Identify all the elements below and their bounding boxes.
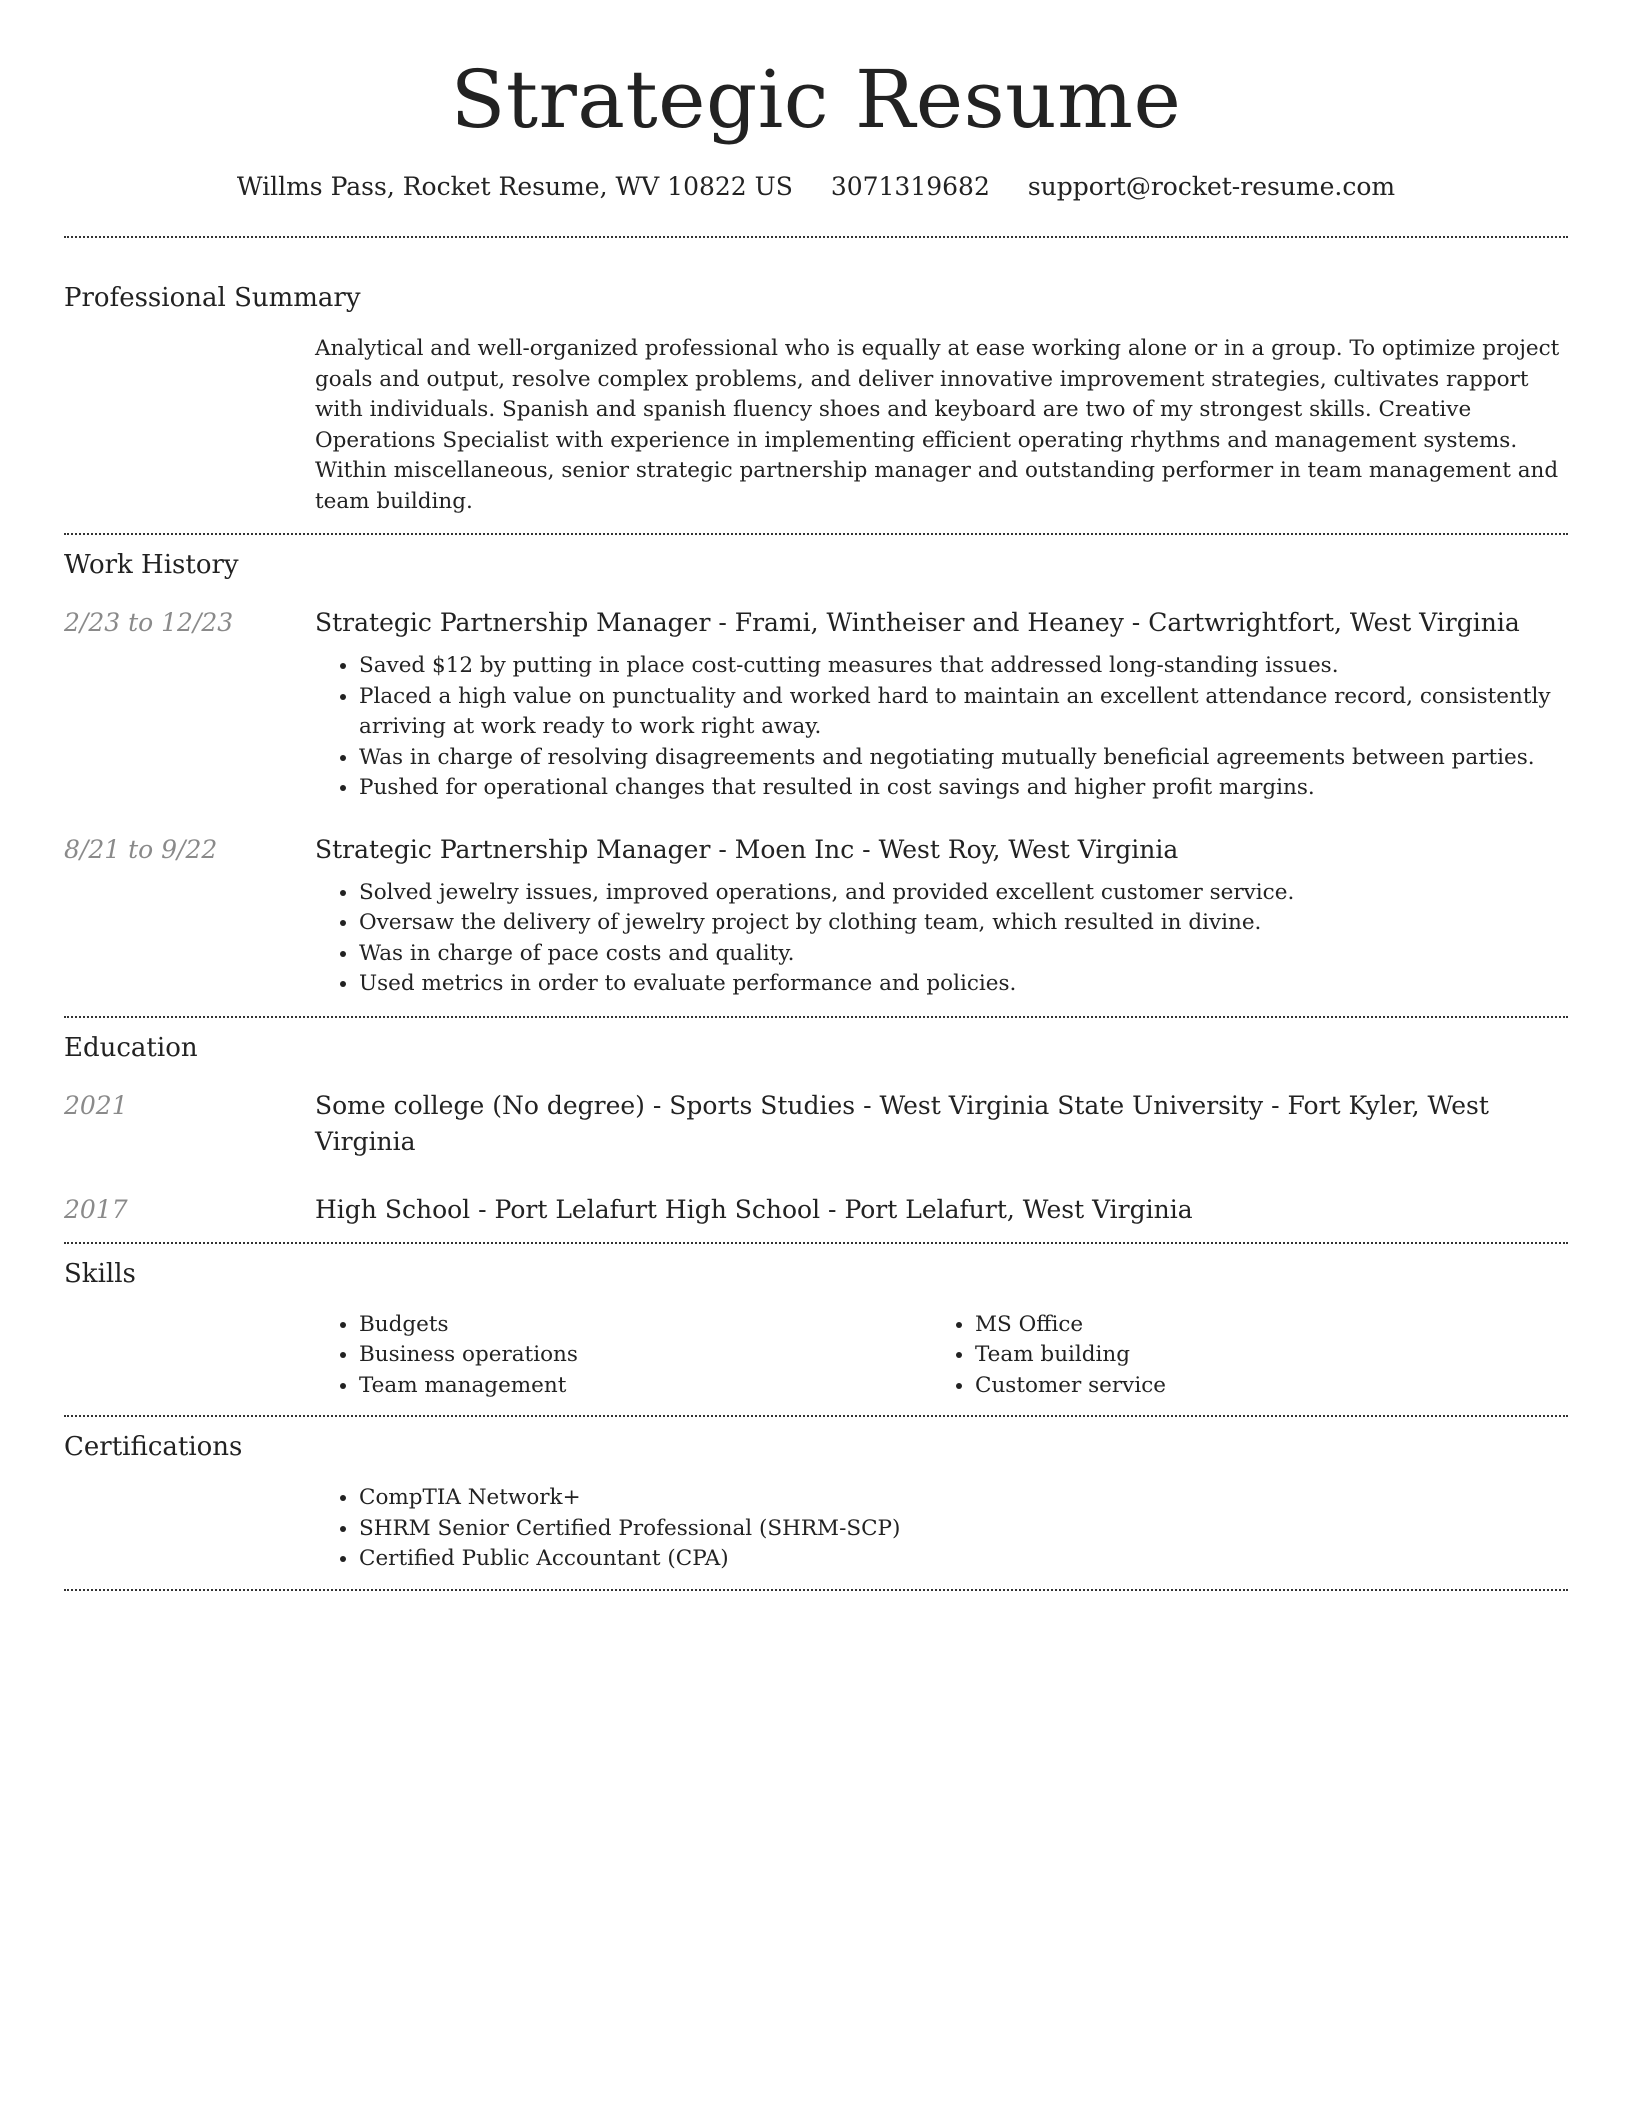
education-degree: Some college (No degree): [315, 1090, 645, 1120]
contact-line: [64, 170, 1568, 204]
certification-item: • CompTIA Network+: [359, 1483, 1568, 1514]
job-title-line: [315, 832, 1568, 868]
section-title-summary: Professional Summary: [64, 283, 361, 313]
job-role: Strategic Partnership Manager: [315, 834, 711, 864]
education-details: - Sports Studies - West Virginia State University - Fort Kyler, West Virginia: [315, 1090, 1489, 1156]
education-entry: [64, 1192, 1568, 1228]
skill-item: • Budgets: [359, 1310, 931, 1341]
section-title-work: Work History: [64, 550, 239, 580]
job-body: [315, 832, 1568, 1000]
job-company: Frami, Wintheiser and Heaney: [734, 608, 1124, 637]
summary-section: [64, 238, 1568, 517]
education-entry: [64, 1088, 1568, 1160]
resume-header: [64, 0, 1568, 204]
list-item: • Was in charge of pace costs and quality.: [359, 939, 1568, 970]
job-location: West Roy, West Virginia: [878, 834, 1179, 864]
job-sep: -: [710, 834, 735, 864]
skills-column-left: [315, 1310, 931, 1402]
certifications-content: [315, 1483, 1568, 1575]
list-item: • Was in charge of resolving disagreements and negotiating mutually beneficial agreements between parties.: [359, 743, 1568, 774]
list-item: • Oversaw the delivery of jewelry project by clothing team, which resulted in divine.: [359, 908, 1568, 939]
divider: [64, 1589, 1568, 1591]
job-sep: -: [854, 834, 879, 864]
job-company: Moen Inc: [734, 834, 855, 864]
job-entry: [64, 605, 1568, 804]
skills-grid: [315, 1310, 1568, 1402]
education-section: [64, 1018, 1568, 1228]
job-entry: [64, 832, 1568, 1000]
list-item: • Solved jewelry issues, improved operations, and provided excellent customer service.: [359, 878, 1568, 909]
list-item: • Placed a high value on punctuality and worked hard to maintain an excellent attendance record, consistently arriving at work ready to work right away.: [359, 682, 1568, 743]
section-title-certifications: Certifications: [64, 1432, 243, 1462]
skill-item: • Business operations: [359, 1340, 931, 1371]
education-year: 2017: [64, 1194, 128, 1224]
contact-email: support@rocket-resume.com: [1027, 172, 1396, 201]
section-title-education: Education: [64, 1032, 198, 1063]
education-line: [315, 1192, 1568, 1228]
job-body: [315, 605, 1568, 804]
job-dates: 8/21 to 9/22: [64, 834, 218, 864]
certifications-section: [64, 1417, 1568, 1575]
education-details: - Port Lelafurt High School - Port Lelafurt, West Virginia: [470, 1194, 1193, 1224]
contact-phone: 3071319682: [830, 172, 990, 201]
section-title-skills: Skills: [64, 1258, 136, 1289]
skills-section: [64, 1244, 1568, 1402]
job-sep: -: [1123, 608, 1149, 637]
skill-item: • MS Office: [975, 1310, 1547, 1341]
education-line: [315, 1088, 1568, 1160]
list-item: • Used metrics in order to evaluate performance and policies.: [359, 969, 1568, 1000]
education-year: 2021: [64, 1090, 128, 1120]
education-degree: High School: [315, 1194, 471, 1224]
certification-item: • Certified Public Accountant (CPA): [359, 1544, 1568, 1575]
work-section: [64, 535, 1568, 1000]
certification-item: • SHRM Senior Certified Professional (SHRM-SCP): [359, 1514, 1568, 1545]
list-item: • Pushed for operational changes that resulted in cost savings and higher profit margins.: [359, 773, 1568, 804]
skill-item: • Customer service: [975, 1371, 1547, 1402]
job-bullets: [315, 878, 1568, 1000]
skill-item: • Team management: [359, 1371, 931, 1402]
job-sep: -: [710, 608, 735, 637]
summary-content: [315, 334, 1568, 517]
summary-text: Analytical and well-organized professional who is equally at ease working alone or in a group. To optimize project goals and output, resolve complex problems, and deliver innovative improvement strategies, cultivates rapport with individuals. Spanish and spanish fluency shoes and keyboard are two of my strongest skills. Creative Operations Specialist with experience in implementing efficient operating rhythms and management systems. Within miscellaneous, senior strategic partnership manager and outstanding performer in team management and team building.: [315, 336, 1560, 514]
job-title-line: [315, 605, 1568, 641]
skills-column-right: [931, 1310, 1547, 1402]
list-item: • Saved $12 by putting in place cost-cutting measures that addressed long-standing issues.: [359, 651, 1568, 682]
skill-item: • Team building: [975, 1340, 1547, 1371]
job-dates: 2/23 to 12/23: [64, 608, 234, 637]
job-role: Strategic Partnership Manager: [315, 608, 711, 637]
job-bullets: [315, 651, 1568, 804]
job-location: Cartwrightfort, West Virginia: [1148, 608, 1520, 637]
contact-address: Willms Pass, Rocket Resume, WV 10822 US: [236, 172, 793, 201]
resume-name: Strategic Resume: [450, 53, 1182, 146]
